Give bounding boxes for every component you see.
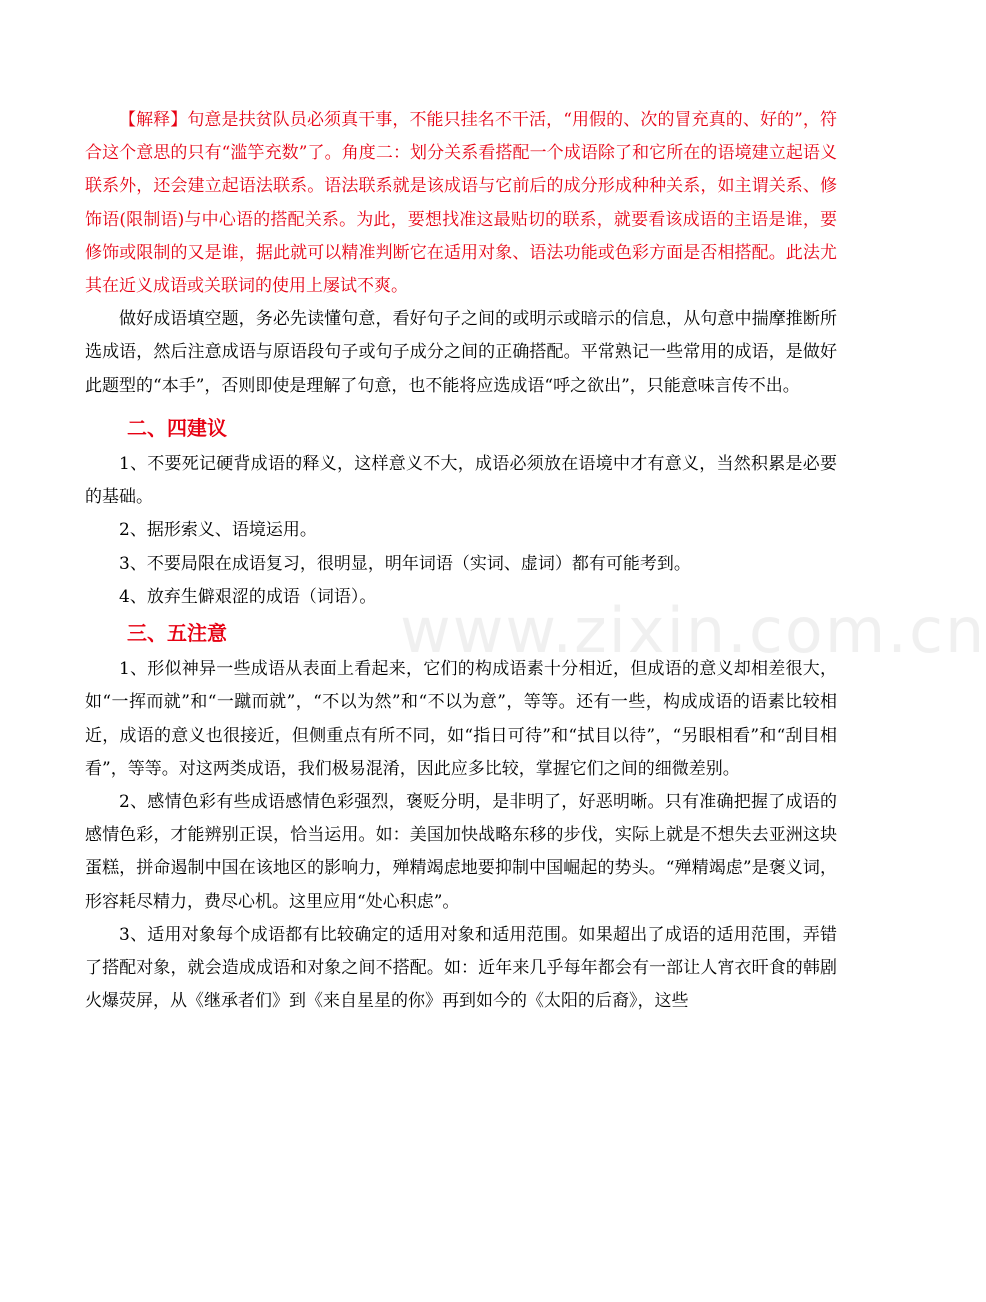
explanation-label: 【解释】 — [119, 110, 188, 130]
intro-paragraph: 做好成语填空题，务必先读懂句意，看好句子之间的或明示或暗示的信息，从句意中揣摩推断所选成语，然后注意成语与原语段句子或句子成分之间的正确搭配。平常熟记一些常用的成语，是做好此题型的“本手”，否则即使是理解了句意，也不能将应选成语“呼之欲出”，只能意味言传不出。 — [85, 309, 837, 396]
suggestion-item-1: 1、不要死记硬背成语的释义，这样意义不大，成语必须放在语境中才有意义，当然积累是必要的基础。 — [85, 454, 837, 508]
section-heading-suggestions: 二、四建议 — [127, 415, 227, 440]
caution-item-2: 2、感情色彩有些成语感情色彩强烈，褒贬分明，是非明了，好恶明晰。只有准确把握了成语的感情色彩，才能辨别正误，恰当运用。如：美国加快战略东移的步伐，实际上就是不想失去亚洲这块蛋糕，拼命遏制中国在该地区的影响力，殚精竭虑地要抑制中国崛起的势头。“殚精竭虑”是褒义词，形容耗尽精力，费尽心机。这里应用“处心积虑”。 — [85, 792, 837, 912]
document-page — [85, 104, 837, 1018]
explanation-text: 句意是扶贫队员必须真干事，不能只挂名不干活，“用假的、次的冒充真的、好的”，符合这个意思的只有“滥竽充数”了。角度二：划分关系看搭配一个成语除了和它所在的语境建立起语义联系外，还会建立起语法联系。语法联系就是该成语与它前后的成分形成种种关系，如主谓关系、修饰语(限制语)与中心语的搭配关系。为此，要想找准这最贴切的联系，就要看该成语的主语是谁，要修饰或限制的又是谁，据此就可以精准判断它在适用对象、语法功能或色彩方面是否相搭配。此法尤其在近义成语或关联词的使用上屡试不爽。 — [85, 110, 837, 297]
suggestion-item-2: 2、据形索义、语境运用。 — [119, 520, 317, 541]
caution-item-3: 3、适用对象每个成语都有比较确定的适用对象和适用范围。如果超出了成语的适用范围，弄错了搭配对象，就会造成成语和对象之间不搭配。如：近年来几乎每年都会有一部让人宵衣旰食的韩剧火爆荧屏，从《继承者们》到《来自星星的你》再到如今的《太阳的后裔》，这些 — [85, 924, 837, 1012]
watermark: www.zixin.com.cn — [400, 594, 986, 667]
suggestion-item-4: 4、放弃生僻艰涩的成语（词语）。 — [119, 586, 377, 607]
caution-item-1: 1、形似神异一些成语从表面上看起来，它们的构成语素十分相近，但成语的意义却相差很大，如“一挥而就”和“一蹴而就”，“不以为然”和“不以为意”，等等。还有一些，构成成语的语素比较相近，成语的意义也很接近，但侧重点有所不同，如“指日可待”和“拭目以待”，“另眼相看”和“刮目相看”，等等。对这两类成语，我们极易混淆，因此应多比较，掌握它们之间的细微差别。 — [85, 659, 837, 779]
suggestion-item-3: 3、不要局限在成语复习，很明显，明年词语（实词、虚词）都有可能考到。 — [119, 553, 691, 574]
section-heading-cautions: 三、五注意 — [127, 621, 227, 646]
explanation-paragraph — [85, 104, 837, 303]
